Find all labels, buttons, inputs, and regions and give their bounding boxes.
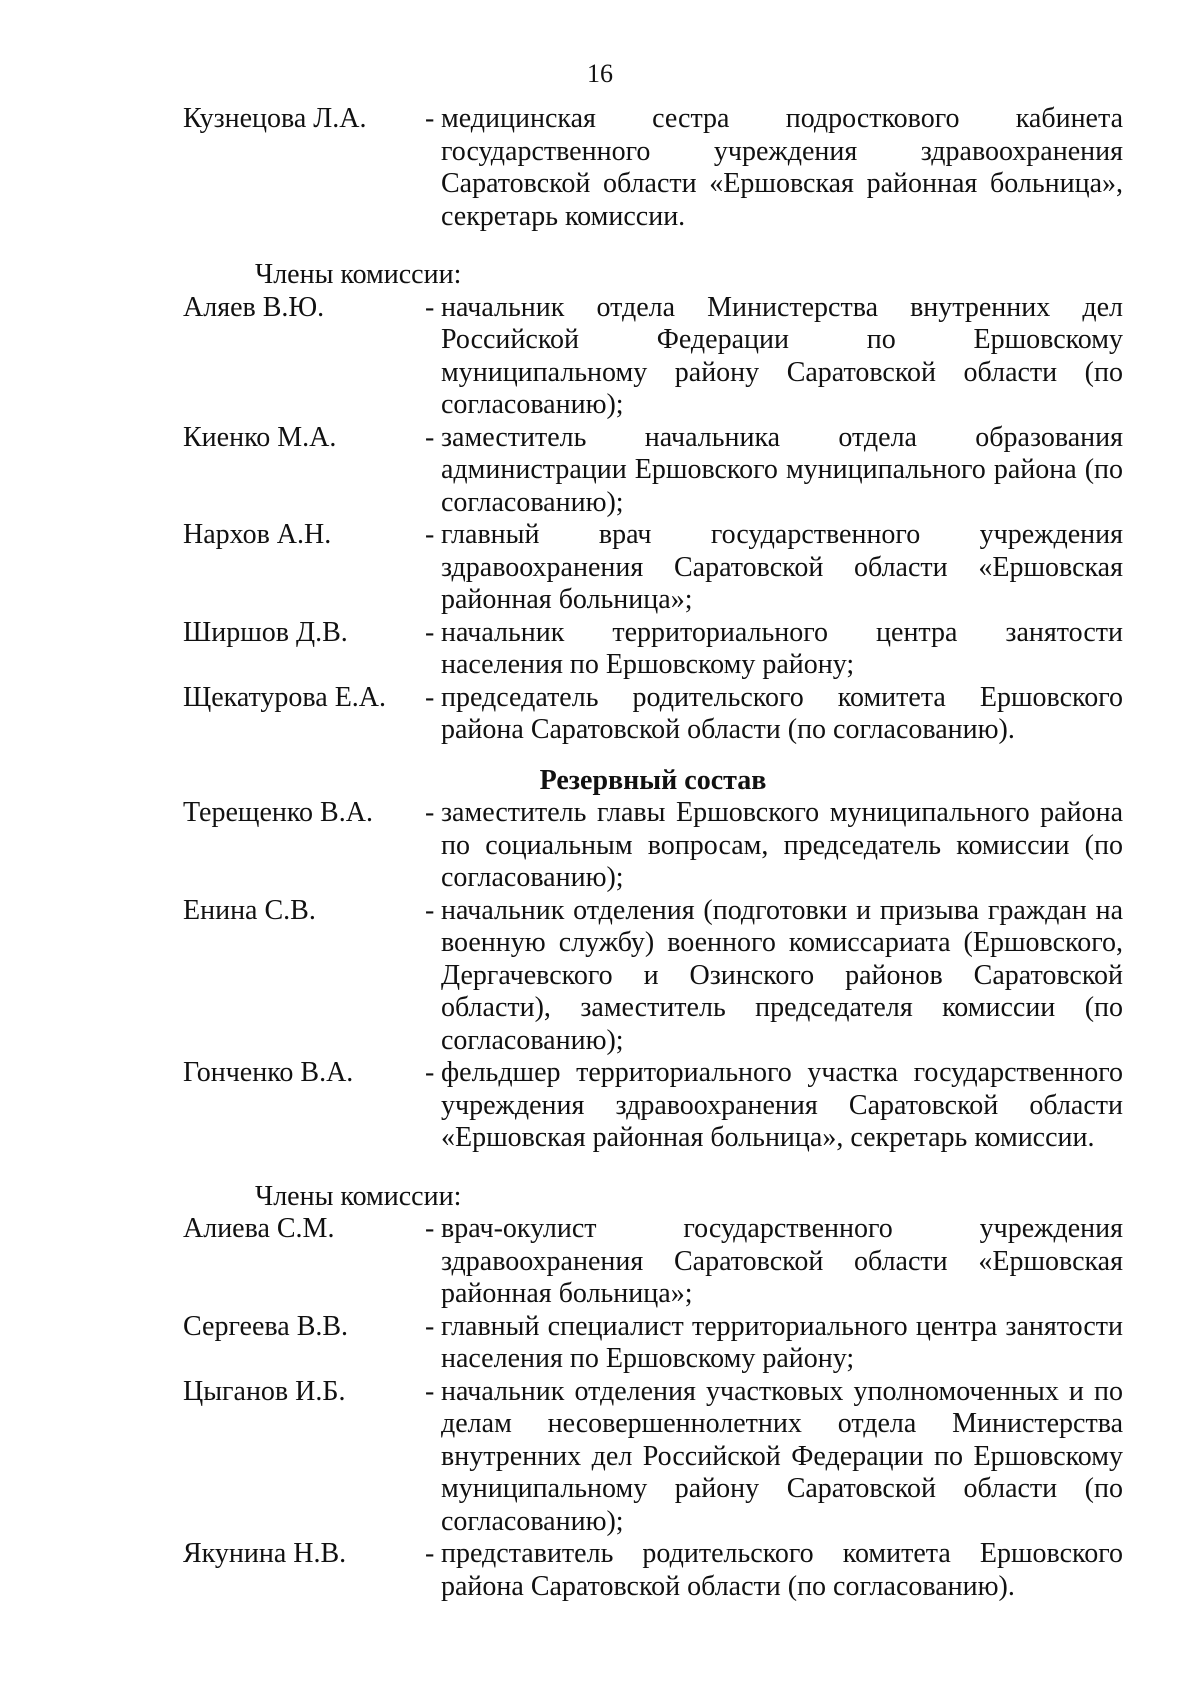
entry-description: - врач-окулист государственного учреждения здравоохранения Саратовской области «Ершовская районная больница»; xyxy=(425,1213,1123,1311)
reserve-section-title: Резервный состав xyxy=(539,764,767,796)
entry-description: - медицинская сестра подросткового кабинета государственного учреждения здравоохранения Саратовской области «Ершовская районная больница», секретарь комиссии. xyxy=(425,103,1123,233)
entry-member xyxy=(183,1213,1123,1311)
entry-name: Щекатурова Е.А. xyxy=(183,681,387,713)
entry-name: Нархов А.Н. xyxy=(183,519,332,550)
entry-member xyxy=(183,682,1123,747)
entry-name: Алиева С.М. xyxy=(183,1213,335,1244)
entry-reserve-leader xyxy=(183,895,1123,1058)
entry-name: Кузнецова Л.А. xyxy=(183,103,367,134)
entry-secretary xyxy=(183,103,1123,233)
entry-member xyxy=(183,519,1123,617)
entry-reserve-leader xyxy=(183,1057,1123,1155)
entry-description: - заместитель главы Ершовского муниципального района по социальным вопросам, председатель комиссии (по согласованию); xyxy=(425,797,1123,895)
entry-member xyxy=(183,1538,1123,1603)
entry-name: Енина С.В. xyxy=(183,894,316,926)
entry-member xyxy=(183,422,1123,520)
entry-member xyxy=(183,1376,1123,1539)
entry-description: - заместитель начальника отдела образования администрации Ершовского муниципального района (по согласованию); xyxy=(425,422,1123,520)
entry-description: - главный специалист территориального центра занятости населения по Ершовскому району; xyxy=(425,1311,1123,1376)
entry-description: - представитель родительского комитета Ершовского района Саратовской области (по согласованию). xyxy=(425,1538,1123,1603)
page-number: 16 xyxy=(587,59,613,88)
entry-description: - начальник территориального центра занятости населения по Ершовскому району; xyxy=(425,617,1123,682)
entry-name: Гонченко В.А. xyxy=(183,1057,354,1088)
entry-name: Киенко М.А. xyxy=(183,421,337,453)
entry-name: Терещенко В.А. xyxy=(183,797,373,828)
entry-description: - начальник отделения (подготовки и призыва граждан на военную службу) военного комиссариата (Ершовского, Дергачевского и Озинского районов Саратовской области), заместитель председателя комиссии (по согласованию); xyxy=(425,895,1123,1058)
entry-member xyxy=(183,617,1123,682)
members-heading: Члены комиссии: xyxy=(255,259,462,290)
entry-name: Якунина Н.В. xyxy=(183,1538,347,1569)
entry-description: - начальник отделения участковых уполномоченных и по делам несовершеннолетних отдела Министерства внутренних дел Российской Федерации по Ершовскому муниципальному району Саратовской области (по согласованию); xyxy=(425,1376,1123,1539)
entry-description: - главный врач государственного учреждения здравоохранения Саратовской области «Ершовская районная больница»; xyxy=(425,519,1123,617)
entry-description: - начальник отдела Министерства внутренних дел Российской Федерации по Ершовскому муниципальному району Саратовской области (по согласованию); xyxy=(425,292,1123,422)
entry-member xyxy=(183,1311,1123,1376)
entry-description: - председатель родительского комитета Ершовского района Саратовской области (по согласованию). xyxy=(425,682,1123,747)
entry-member xyxy=(183,292,1123,422)
entry-name: Сергеева В.В. xyxy=(183,1310,349,1342)
members-heading: Члены комиссии: xyxy=(255,1180,462,1212)
entry-name: Цыганов И.Б. xyxy=(183,1375,346,1407)
document-body xyxy=(183,103,1123,1603)
entry-name: Аляев В.Ю. xyxy=(183,291,325,323)
entry-reserve-leader xyxy=(183,797,1123,895)
entry-name: Ширшов Д.В. xyxy=(183,616,348,648)
entry-description: - фельдшер территориального участка государственного учреждения здравоохранения Саратовской области «Ершовская районная больница», секретарь комиссии. xyxy=(425,1057,1123,1155)
